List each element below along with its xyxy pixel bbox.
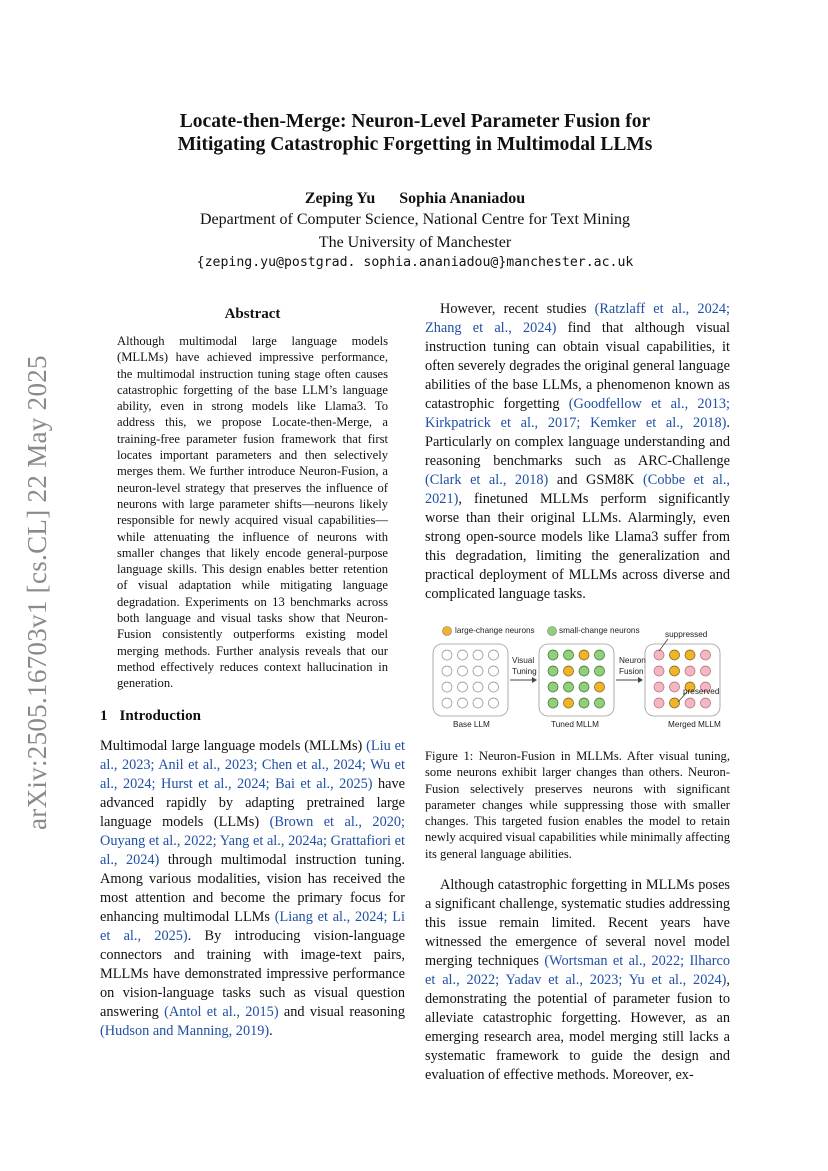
body-text: through multimodal instruction tuning. Among various modalities, vision has received the most attention and become the primary focus for enhancing multimodal LLMs <box>100 851 405 925</box>
neuron-tuned <box>595 666 605 676</box>
neuron-merged <box>701 666 711 676</box>
abstract-text: Although multimodal large language models (MLLMs) have achieved impressive performance, the multimodal instruction tuning stage often causes catastrophic forgetting of the base LLM’s language ability, even in strong models like Llama3. To address this, we propose Locate-then-Merge, a training-free parameter fusion framework that first locates important parameters and then selectively merges them. We further introduce Neuron-Fusion, a neuron-level strategy that preserves the influence of neurons with large parameter shifts—neurons likely responsible for newly acquired visual capabilities—while attenuating the influence of neurons with smaller changes that likely encode general-purpose language skills. This design enables better retention of visual adaptation while mitigating language degradation. Experiments on 13 benchmarks across both language and visual tasks show that Neuron-Fusion consistently outperforms existing model merging methods. Further analysis reveals that our method effectively reduces context hallucination in generation. <box>117 334 388 691</box>
arxiv-identifier: arXiv:2505.16703v1 [cs.CL] 22 May 2025 <box>22 355 52 830</box>
neuron-tuned <box>564 698 574 708</box>
neuron-merged <box>685 698 695 708</box>
neuron-merged <box>654 698 664 708</box>
body-text: find that although visual instruction tuning can obtain visual capabilities, it often severely degrades the original general language abilities of the base LLMs, a phenomenon known as catastrophic forgetting <box>425 320 730 412</box>
legend-small-dot <box>548 627 557 636</box>
arrow-fusion-label-2: Fusion <box>619 667 644 676</box>
neuron-merged <box>685 650 695 660</box>
right-paragraph-1 <box>425 300 730 604</box>
neuron-base <box>473 666 483 676</box>
body-text: and GSM8K <box>548 472 644 488</box>
neuron-tuned <box>564 682 574 692</box>
body-text: Multimodal large language models (MLLMs) <box>100 737 367 754</box>
neuron-tuned <box>548 682 558 692</box>
neuron-tuned <box>548 666 558 676</box>
legend-small-change: small-change neurons <box>559 626 640 635</box>
neuron-merged <box>654 666 664 676</box>
citation-link[interactable]: (Cobbe et al., 2021) <box>425 472 730 507</box>
neuron-base <box>458 698 468 708</box>
neuron-tuned <box>579 698 589 708</box>
neuron-tuned <box>595 698 605 708</box>
neuron-merged <box>701 650 711 660</box>
neuron-merged <box>701 698 711 708</box>
affiliation-department: Department of Computer Science, National Centre for Text Mining <box>199 211 631 228</box>
neuron-base <box>473 650 483 660</box>
body-text: have advanced rapidly by adapting pretrained large language models (LLMs) <box>100 775 406 830</box>
neuron-base <box>458 682 468 692</box>
section-number: 1 <box>100 707 108 724</box>
body-text: and visual reasoning <box>278 1003 405 1020</box>
author-2: Sophia Ananiadou <box>399 190 526 207</box>
body-text: . Particularly on complex language understanding and reasoning benchmarks such as ARC-Challenge <box>425 415 730 469</box>
arrow-visual-label-1: Visual <box>512 656 535 665</box>
body-text: . By introducing vision-language connectors and training with image-text pairs, MLLMs have demonstrated impressive performance on vision-language tasks such as visual question answering <box>100 927 405 1020</box>
panel-label-tuned: Tuned MLLM <box>551 720 599 729</box>
left-column <box>100 300 405 1041</box>
arrow-head-1 <box>532 677 537 683</box>
neuron-base <box>442 666 452 676</box>
right-paragraph-2 <box>425 876 730 1085</box>
body-text: . <box>269 1022 273 1039</box>
title-line-2: Mitigating Catastrophic Forgetting in Multimodal LLMs <box>177 134 653 155</box>
paper-title <box>100 110 730 156</box>
neuron-tuned <box>579 650 589 660</box>
arrow-head-2 <box>638 677 643 683</box>
neuron-tuned <box>579 666 589 676</box>
neuron-tuned <box>579 682 589 692</box>
neuron-tuned <box>564 650 574 660</box>
citation-link[interactable]: (Liang et al., 2024; Li et al., 2025) <box>100 908 405 944</box>
neuron-merged <box>670 666 680 676</box>
neuron-base <box>489 682 499 692</box>
neuron-merged <box>670 698 680 708</box>
intro-paragraph-1 <box>100 737 405 1041</box>
section-heading-introduction <box>100 708 405 725</box>
arrow-visual-label-2: Tuning <box>512 667 537 676</box>
neuron-tuned <box>548 650 558 660</box>
abstract-heading: Abstract <box>224 306 281 322</box>
authors <box>100 190 730 208</box>
author-emails: {zeping.yu@postgrad. sophia.ananiadou@}manchester.ac.uk <box>196 255 634 270</box>
neuron-merged <box>670 650 680 660</box>
neuron-base <box>489 650 499 660</box>
neuron-tuned <box>595 682 605 692</box>
legend-large-dot <box>443 627 452 636</box>
citation-link[interactable]: (Brown et al., 2020; Ouyang et al., 2022; Yang et al., 2024a; Grattafiori et al., 2024) <box>100 813 405 868</box>
arrow-fusion-label-1: Neuron <box>619 656 646 665</box>
section-title: Introduction <box>119 707 201 724</box>
neuron-base <box>458 650 468 660</box>
label-suppressed: suppressed <box>665 630 708 639</box>
author-1: Zeping Yu <box>304 190 376 207</box>
neuron-merged <box>685 666 695 676</box>
neuron-base <box>489 698 499 708</box>
body-text: , demonstrating the potential of parameter fusion to alleviate catastrophic forgetting. However, as an emerging research area, model merging still lacks a systematic framework to guide the design and evaluation of effective methods. Moreover, ex- <box>425 972 730 1084</box>
citation-link[interactable]: (Wortsman et al., 2022; Ilharco et al., 2022; Yadav et al., 2023; Yu et al., 2024) <box>425 953 730 989</box>
title-block <box>100 110 730 273</box>
neuron-base <box>458 666 468 676</box>
citation-link[interactable]: (Ratzlaff et al., 2024; Zhang et al., 2024) <box>425 301 730 336</box>
figure-1 <box>425 622 730 734</box>
body-text: Although catastrophic forgetting in MLLMs poses a significant challenge, systematic studies addressing this issue remain limited. Recent years have witnessed the emergence of several novel model merging techniques <box>425 877 730 970</box>
label-preserved: preserved <box>683 687 720 696</box>
neuron-base <box>442 650 452 660</box>
body-text: , finetuned MLLMs perform significantly worse than their original LLMs. Alarmingly, even strong open-source models like Llama3 suffer from this degradation, limiting the generalization and practical deployment of MLLMs across diverse and complicated language tasks. <box>425 491 730 602</box>
panel-label-merged: Merged MLLM <box>668 720 721 729</box>
neuron-base <box>489 666 499 676</box>
neuron-merged <box>654 682 664 692</box>
neuron-base <box>473 698 483 708</box>
neuron-base <box>442 698 452 708</box>
neuron-tuned <box>564 666 574 676</box>
citation-link[interactable]: (Hudson and Manning, 2019) <box>100 1022 270 1039</box>
neuron-tuned <box>548 698 558 708</box>
right-column <box>425 300 730 1085</box>
suppressed-pointer <box>659 639 668 651</box>
title-line-1: Locate-then-Merge: Neuron-Level Parameter Fusion for <box>179 111 651 132</box>
affiliation-university: The University of Manchester <box>318 233 512 251</box>
panel-label-base: Base LLM <box>453 720 490 729</box>
neuron-merged <box>670 682 680 692</box>
neuron-merged <box>654 650 664 660</box>
citation-link[interactable]: (Goodfellow et al., 2013; Kirkpatrick et al., 2017; Kemker et al., 2018) <box>425 396 730 431</box>
citation-link[interactable]: (Clark et al., 2018) <box>425 472 549 488</box>
legend-large-change: large-change neurons <box>455 626 535 635</box>
body-text: However, recent studies <box>440 301 595 317</box>
neuron-base <box>442 682 452 692</box>
citation-link[interactable]: (Antol et al., 2015) <box>164 1003 279 1020</box>
citation-link[interactable]: (Liu et al., 2023; Anil et al., 2023; Chen et al., 2024; Wu et al., 2024; Hurst et al., 2024; Bai et al., 2025) <box>100 737 405 792</box>
neuron-base <box>473 682 483 692</box>
neuron-tuned <box>595 650 605 660</box>
figure-1-caption: Figure 1: Neuron-Fusion in MLLMs. After visual tuning, some neurons exhibit larger changes than others. Neuron-Fusion selectively preserves neurons with significant parameter changes while suppressing those with smaller changes. This targeted fusion enables the model to retain newly acquired visual capabilities while minimally affecting its general language abilities. <box>425 749 730 861</box>
